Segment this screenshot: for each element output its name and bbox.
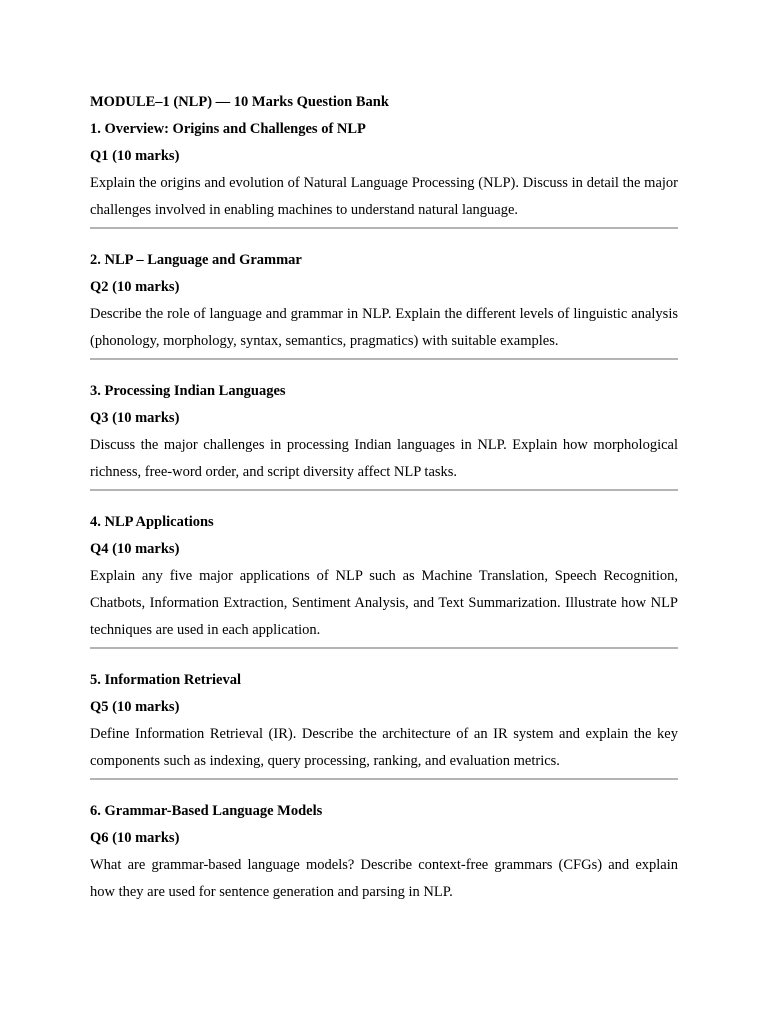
- section-divider: [90, 358, 678, 360]
- question-section-2: [90, 247, 678, 360]
- question-text: What are grammar-based language models? Describe context-free grammars (CFGs) and explain how they are used for sentence generation and parsing in NLP.: [90, 857, 678, 900]
- section-divider: [90, 647, 678, 649]
- question-text: Discuss the major challenges in processing Indian languages in NLP. Explain how morphological richness, free-word order, and script diversity affect NLP tasks.: [90, 437, 678, 480]
- question-label: Q2 (10 marks): [90, 279, 180, 295]
- question-section-3: [90, 378, 678, 491]
- section-heading: 4. NLP Applications: [90, 514, 214, 530]
- question-section-4: [90, 509, 678, 649]
- question-label: Q5 (10 marks): [90, 699, 180, 715]
- section-heading: 2. NLP – Language and Grammar: [90, 252, 302, 268]
- section-heading: 5. Information Retrieval: [90, 672, 242, 688]
- question-text: Explain the origins and evolution of Natural Language Processing (NLP). Discuss in detail the major challenges involved in enabling machines to understand natural language.: [90, 175, 678, 218]
- question-section-1: [90, 116, 678, 229]
- question-label: Q3 (10 marks): [90, 410, 180, 426]
- question-text: Describe the role of language and grammar in NLP. Explain the different levels of linguistic analysis (phonology, morphology, syntax, semantics, pragmatics) with suitable examples.: [90, 306, 678, 349]
- question-text: Define Information Retrieval (IR). Describe the architecture of an IR system and explain the key components such as indexing, query processing, ranking, and evaluation metrics.: [90, 726, 678, 769]
- section-divider: [90, 778, 678, 780]
- document-page: [90, 89, 678, 906]
- section-divider: [90, 227, 678, 229]
- question-label: Q4 (10 marks): [90, 541, 180, 557]
- question-text: Explain any five major applications of NLP such as Machine Translation, Speech Recognition, Chatbots, Information Extraction, Sentiment Analysis, and Text Summarization. Illustrate how NLP techniques are used in each application.: [90, 568, 678, 638]
- question-section-5: [90, 667, 678, 780]
- question-label: Q6 (10 marks): [90, 830, 180, 846]
- question-label: Q1 (10 marks): [90, 148, 180, 164]
- section-heading: 6. Grammar-Based Language Models: [90, 803, 323, 819]
- section-divider: [90, 489, 678, 491]
- section-heading: 1. Overview: Origins and Challenges of NLP: [90, 121, 366, 137]
- section-heading: 3. Processing Indian Languages: [90, 383, 286, 399]
- document-title: MODULE–1 (NLP) — 10 Marks Question Bank: [90, 94, 389, 110]
- question-section-6: [90, 798, 678, 906]
